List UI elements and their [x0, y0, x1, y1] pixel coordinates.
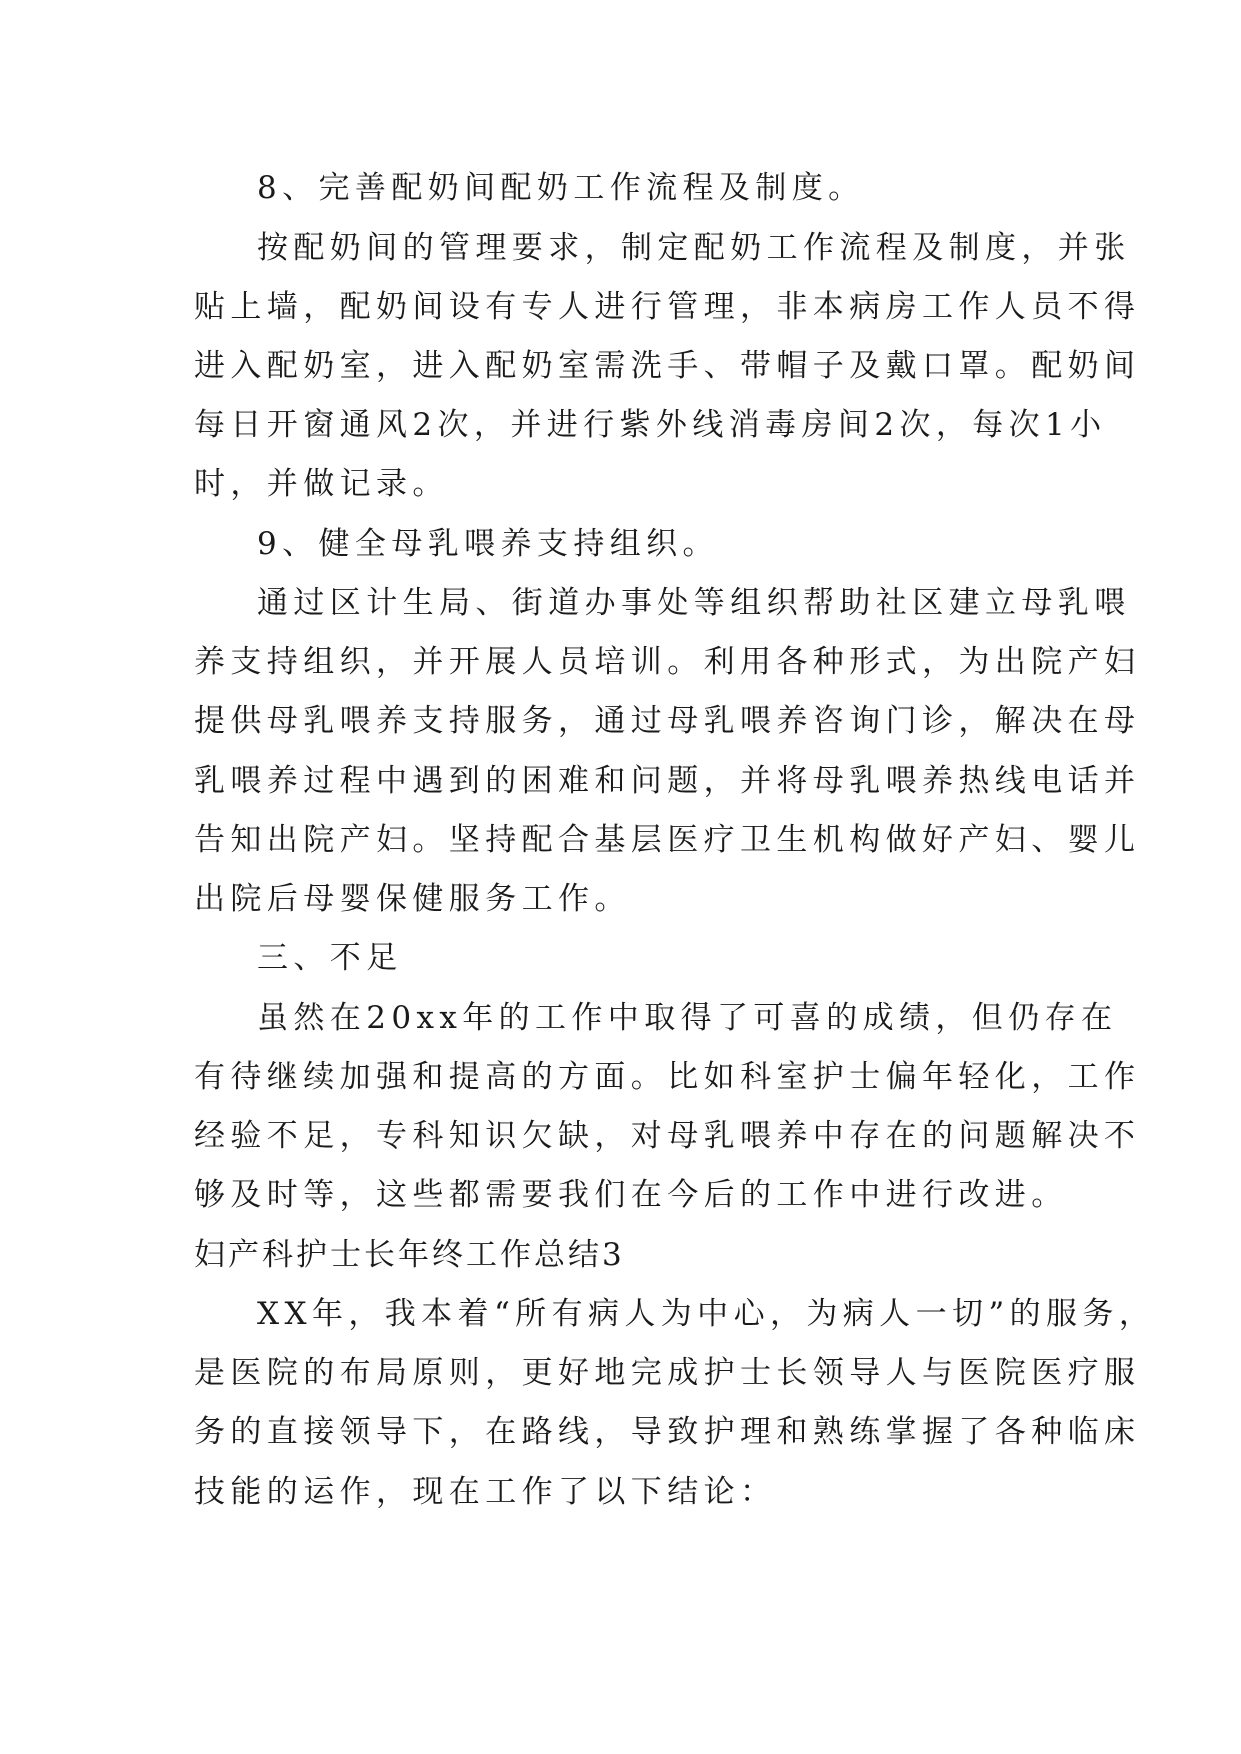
paragraph-line: 经验不足，专科知识欠缺，对母乳喂养中存在的问题解决不 — [194, 1118, 1141, 1154]
paragraph-line: 贴上墙，配奶间设有专人进行管理，非本病房工作人员不得 — [194, 289, 1141, 325]
paragraph-line: 时，并做记录。 — [194, 466, 449, 502]
paragraph-line: 按配奶间的管理要求，制定配奶工作流程及制度，并张 — [257, 230, 1131, 266]
paragraph-line: 进入配奶室，进入配奶室需洗手、带帽子及戴口罩。配奶间 — [194, 348, 1141, 384]
document-title: 妇产科护士长年终工作总结3 — [194, 1237, 625, 1273]
paragraph-line: 出院后母婴保健服务工作。 — [194, 881, 631, 917]
paragraph-line: 每日开窗通风2次，并进行紫外线消毒房间2次，每次1小 — [194, 407, 1107, 443]
paragraph-line: 提供母乳喂养支持服务，通过母乳喂养咨询门诊，解决在母 — [194, 703, 1141, 739]
heading-item-9: 9、健全母乳喂养支持组织。 — [257, 526, 719, 562]
paragraph-line: 告知出院产妇。坚持配合基层医疗卫生机构做好产妇、婴儿 — [194, 822, 1141, 858]
paragraph-line: 有待继续加强和提高的方面。比如科室护士偏年轻化，工作 — [194, 1059, 1141, 1095]
heading-item-8: 8、完善配奶间配奶工作流程及制度。 — [257, 170, 865, 206]
paragraph-line: 养支持组织，并开展人员培训。利用各种形式，为出院产妇 — [194, 644, 1141, 680]
paragraph-line: 乳喂养过程中遇到的困难和问题，并将母乳喂养热线电话并 — [194, 763, 1141, 799]
paragraph-line: 技能的运作，现在工作了以下结论： — [194, 1474, 777, 1510]
paragraph-line: 够及时等，这些都需要我们在今后的工作中进行改进。 — [194, 1177, 1068, 1213]
section-heading-3: 三、不足 — [257, 940, 403, 976]
paragraph-line: 务的直接领导下，在路线，导致护理和熟练掌握了各种临床 — [194, 1414, 1141, 1450]
paragraph-line: 通过区计生局、街道办事处等组织帮助社区建立母乳喂 — [257, 585, 1131, 621]
paragraph-line: 虽然在20xx年的工作中取得了可喜的成绩，但仍存在 — [257, 1000, 1118, 1036]
paragraph-line: XX年，我本着“所有病人为中心，为病人一切”的服务， — [257, 1296, 1156, 1332]
paragraph-line: 是医院的布局原则，更好地完成护士长领导人与医院医疗服 — [194, 1355, 1141, 1391]
